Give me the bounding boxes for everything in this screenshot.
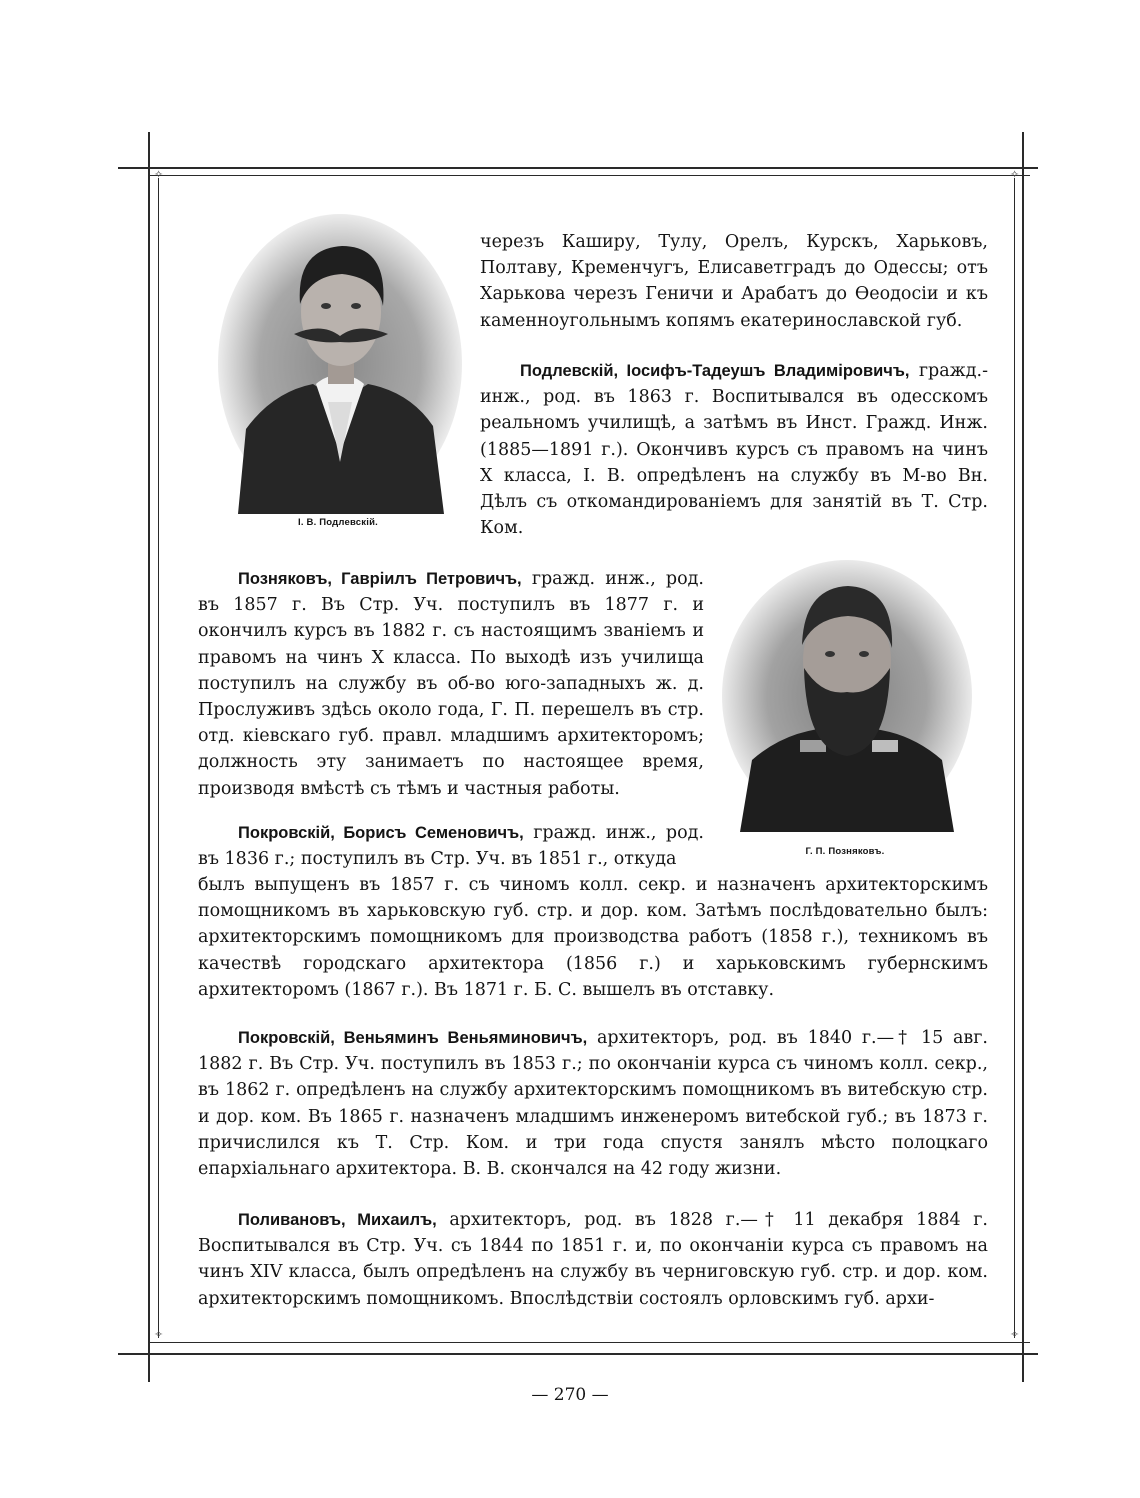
entry-pokrovsky-b-start	[198, 820, 704, 872]
entry-polivanov-name: Поливановъ, Михаилъ,	[238, 1211, 437, 1229]
entry-pokrovsky-v-text: архитекторъ, род. въ 1840 г.—† 15 авг. 1882 г. Въ Стр. Уч. поступилъ въ 1853 г.; по окончаніи курса съ чиномъ колл. секр., въ 1862 г. опредѣленъ на службу архитекторскимъ помощникомъ въ витебскую стр. и дор. ком. Въ 1865 г. назначенъ младшимъ инженеромъ витебской губ.; въ 1873 г. причислился къ Т. Стр. Ком. и три года спустя занялъ мѣсто полоцкаго епархіальнаго архитектора. В. В. скончался на 42 году жизни.	[198, 1028, 988, 1180]
entry-pokrovsky-b-name: Покровскій, Борисъ Семеновичъ,	[238, 824, 524, 842]
corner-ornament-top-left: ✧	[154, 168, 164, 181]
entry-podlevsky-text: гражд.-инж., род. въ 1863 г. Воспитывался въ одесскомъ реальномъ училищѣ, а затѣмъ въ Инст. Гражд. Инж. (1885—1891 г.). Окончивъ курсъ съ правомъ на чинъ X класса, I. В. опредѣленъ на службу въ М-во Вн. Дѣлъ съ откомандированіемъ для занятій въ Т. Стр. Ком.	[480, 361, 988, 539]
corner-ornament-bottom-left: ✧	[154, 1328, 164, 1341]
portrait-podlevsky	[218, 214, 463, 514]
entry-polivanov	[198, 1207, 988, 1312]
entry-pokrovsky-v-name: Покровскій, Веньяминъ Веньяминовичъ,	[238, 1029, 588, 1047]
portrait-poznyakov	[722, 560, 972, 832]
paragraph-intro-text: черезъ Каширу, Тулу, Орелъ, Курскъ, Харьковъ, Полтаву, Кременчугъ, Елисаветградъ до Одессы; отъ Харькова черезъ Геничи и Арабатъ до Ѳеодосіи и къ каменноугольнымъ копямъ екатеринославской губ.	[480, 232, 988, 331]
entry-podlevsky-name: Подлевскій, Іосифъ-Тадеушъ Владиміровичъ,	[520, 362, 910, 380]
frame-bottom-inner-rule	[150, 1342, 1030, 1343]
frame-bottom-rule	[118, 1353, 1038, 1355]
frame-right-rule	[1022, 132, 1024, 1382]
entry-pokrovsky-b-text-a: гражд. инж., род. въ 1836 г.; поступилъ въ Стр. Уч. въ 1851 г., откуда	[198, 823, 704, 870]
frame-right-inner-rule	[1014, 178, 1015, 1338]
caption-poznyakov: Г. П. Позняковъ.	[805, 846, 885, 857]
corner-ornament-bottom-right: ✧	[1010, 1328, 1020, 1341]
entry-pokrovsky-b-text-b: былъ выпущенъ въ 1857 г. съ чиномъ колл. секр. и назначенъ архитекторскимъ помощникомъ въ харьковскую губ. стр. и дор. ком. Затѣмъ послѣдовательно былъ: архитекторскимъ помощникомъ для производства работъ (1858 г.), техникомъ въ качествѣ городскаго архитектора (1856 г.) и харьковскимъ губернскимъ архитекторомъ (1867 г.). Въ 1871 г. Б. С. вышелъ въ отставку.	[198, 875, 988, 1000]
page-number: — 270 —	[531, 1385, 609, 1405]
frame-top-inner-rule	[150, 175, 1030, 176]
corner-ornament-top-right: ✧	[1010, 168, 1020, 181]
paragraph-intro	[480, 229, 988, 334]
frame-left-rule	[148, 132, 150, 1382]
entry-polivanov-text: архитекторъ, род. въ 1828 г.—† 11 декабря 1884 г. Воспитывался въ Стр. Уч. съ 1844 по 1851 г. и, по окончаніи курса съ правомъ на чинъ XIV класса, былъ опредѣленъ на службу въ черниговскую губ. стр. и дор. ком. архитекторскимъ помощникомъ. Впослѣдствіи состоялъ орловскимъ губ. архи-	[198, 1210, 988, 1309]
entry-poznyakov-text: гражд. инж., род. въ 1857 г. Въ Стр. Уч. поступилъ въ 1877 г. и окончилъ курсъ въ 1882 г. съ настоящимъ званіемъ и правомъ на чинъ X класса. По выходѣ изъ училища поступилъ на службу въ об-во юго-западныхъ ж. д. Прослуживъ здѣсь около года, Г. П. перешелъ въ стр. отд. кіевскаго губ. правл. младшимъ архитекторомъ; должность эту занимаетъ по настоящее время, производя вмѣстѣ съ тѣмъ и частныя работы.	[198, 569, 704, 799]
entry-poznyakov-name: Позняковъ, Гавріилъ Петровичъ,	[238, 570, 522, 588]
frame-top-rule	[118, 167, 1038, 169]
caption-podlevsky: I. В. Подлевскій.	[298, 517, 378, 528]
entry-podlevsky	[480, 358, 988, 541]
entry-pokrovsky-v	[198, 1025, 988, 1182]
entry-pokrovsky-b-continuation	[198, 872, 988, 1003]
entry-poznyakov	[198, 566, 704, 802]
frame-left-inner-rule	[158, 178, 159, 1338]
